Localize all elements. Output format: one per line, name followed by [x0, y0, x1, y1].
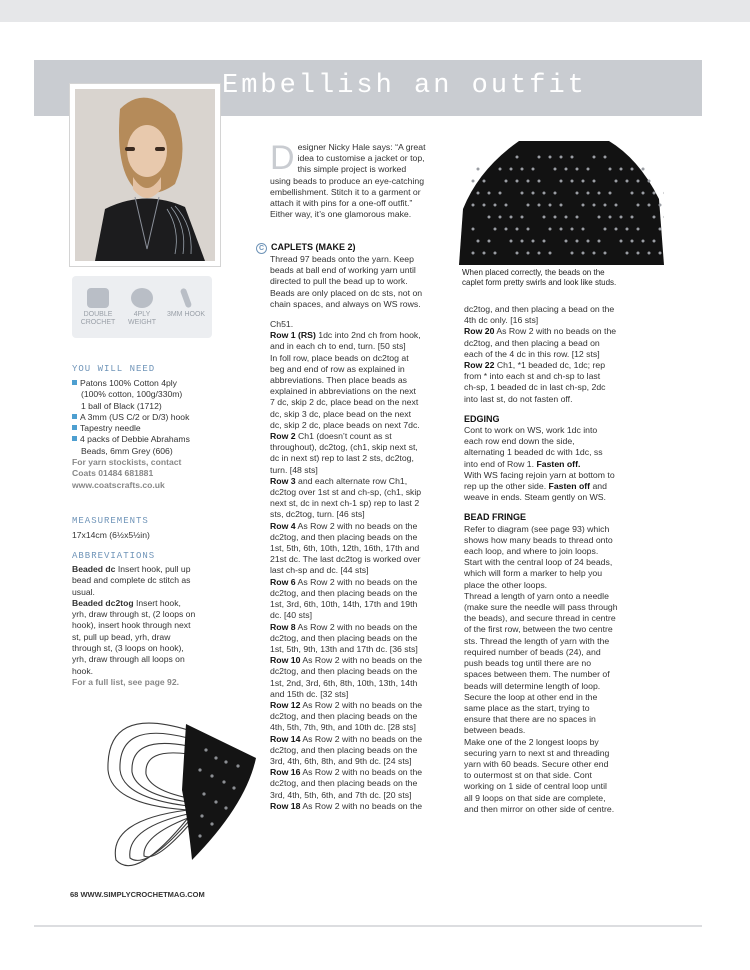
bead-dot — [527, 180, 530, 183]
bead-dot — [576, 240, 579, 243]
bead-dot — [549, 204, 552, 207]
bead-dot — [510, 240, 513, 243]
bead-dot — [483, 180, 486, 183]
bead-dot — [620, 216, 623, 219]
bead-dot — [499, 216, 502, 219]
bead-dot — [576, 216, 579, 219]
model-photo — [70, 84, 220, 266]
bead-dot — [642, 192, 645, 195]
page-number: 68 — [70, 890, 79, 899]
bead-dot — [549, 156, 552, 159]
bead-dot — [560, 180, 563, 183]
bead-dot — [483, 252, 486, 255]
abbreviations-list: Beaded dc Insert hook, pull up bead and complete dc stitch as usual. Beaded dc2tog Insert hook, yrh, draw through st, (2 loops on hook), insert hook through next st, pull up bead, yrh, draw through st, (3 loops on hook), yrh, draw through all loops on hook. For a full list, see page 92. — [72, 564, 240, 688]
full-list-link: For a full list, see page 92. — [72, 676, 179, 687]
bead-dot — [499, 168, 502, 171]
bead-dot — [483, 204, 486, 207]
bead-dot — [582, 180, 585, 183]
bead-dot — [582, 204, 585, 207]
bead-dot — [554, 192, 557, 195]
measurements-value: 17x14cm (6½x5½in) — [72, 530, 150, 540]
bead-dot — [488, 240, 491, 243]
bead-dot — [648, 204, 651, 207]
bead-dot — [582, 252, 585, 255]
bead-dot — [543, 240, 546, 243]
bead-dot — [499, 192, 502, 195]
swatch-caption: When placed correctly, the beads on the caplet form pretty swirls and look like studs. — [462, 268, 617, 287]
bead-dot — [598, 216, 601, 219]
bead-dot — [626, 180, 629, 183]
bead-dot — [521, 168, 524, 171]
bead-dot — [472, 252, 475, 255]
bead-dot — [494, 228, 497, 231]
bead-dot — [609, 216, 612, 219]
bead-dot — [648, 252, 651, 255]
bead-dot — [571, 252, 574, 255]
bead-dot — [477, 168, 480, 171]
bead-dot — [554, 216, 557, 219]
bullet-icon — [72, 380, 77, 385]
bead-dot — [626, 252, 629, 255]
bead-dot — [543, 216, 546, 219]
bead-dot — [472, 180, 475, 183]
skill-double-crochet: DOUBLE CROCHET — [76, 288, 120, 327]
you-will-need-heading: YOU WILL NEED — [72, 364, 156, 374]
model-photo-image — [75, 89, 215, 261]
bead-dot — [477, 240, 480, 243]
website-link[interactable]: WWW.SIMPLYCROCHETMAG.COM — [80, 890, 205, 899]
bead-dot — [494, 252, 497, 255]
bead-dot — [587, 192, 590, 195]
bead-dot — [609, 192, 612, 195]
column-three: dc2tog, and then placing a bead on the 4th dc only. [16 sts] Row 20 As Row 2 with no beads on the dc2tog, and then placing a bead on each of the 4 dc in this row. [12 sts] Row 22 Ch1, *1 beaded dc, 1dc; rep from * into each st and ch-sp to last ch-sp, 1 beaded dc in last ch-sp, 2dc into last st, do not fasten off. EDGING Cont to work on WS, work 1dc into each row end down the side, alternating 1 beaded dc with 1dc, ss into end of Row 1. Fasten off. With WS facing rejoin yarn at bottom to rep up the other side. Fasten off and weave in ends. Steam gently on WS. BEAD FRINGE Refer to diagram (see page 93) which shows how many beads to thread onto each loop, and where to join loops. Start with the central loop of 24 beads, which will form a marker to help you place the other loops. Thread a length of yarn onto a needle (make sure the needle will pass through the beads), and secure thread in centre of the first row, between the two centre sts. Thread the length of yarn with the required number of beads (24), and push beads tog until there are no spaces between them. The number of beads will determine length of loop. Secure the loop at other end in the same place as the start, trying to ensure that there are no spaces in between beads. Make one of the 2 longest loops by securing yarn to next st and threading yarn with 60 beads. Secure other end to outermost st on that side. Cont working on 1 side of central loop until all 9 loops on that side are complete, and then mirror on other side of centre. — [464, 304, 704, 815]
bead-dot — [565, 216, 568, 219]
bead-dot — [615, 228, 618, 231]
hook-icon — [180, 288, 192, 309]
bead-dot — [631, 192, 634, 195]
bead-dot — [659, 252, 662, 255]
bead-dot — [604, 156, 607, 159]
bead-dot — [565, 240, 568, 243]
bead-dot — [587, 240, 590, 243]
bead-dot — [631, 168, 634, 171]
bead-dot — [571, 156, 574, 159]
bead-dot — [521, 192, 524, 195]
bead-dot — [527, 228, 530, 231]
bead-dot — [593, 180, 596, 183]
bead-dot — [620, 240, 623, 243]
bead-dot — [637, 180, 640, 183]
bead-dot — [565, 168, 568, 171]
bead-dot — [582, 228, 585, 231]
bead-dot — [516, 228, 519, 231]
bead-dot — [516, 156, 519, 159]
page-footer — [70, 890, 205, 899]
bead-dot — [549, 252, 552, 255]
bead-dot — [653, 216, 656, 219]
bead-dot — [576, 168, 579, 171]
bead-dot — [527, 252, 530, 255]
bead-fringe-heading: BEAD FRINGE — [464, 512, 527, 523]
bead-dot — [631, 240, 634, 243]
bead-dot — [587, 168, 590, 171]
crochet-symbol-icon: C — [256, 243, 267, 254]
bead-dot — [648, 180, 651, 183]
weight-icon — [131, 288, 153, 308]
intro-text: D esigner Nicky Hale says: “A great idea to customise a jacket or top, this simple project is worked using beads to produce an eye-catching embellishment. Stitch it to a garment or attach it with pins for a one-off outfit.” Either way, it’s one glamorous make. — [270, 139, 426, 220]
you-will-need-list: Patons 100% Cotton 4ply (100% cotton, 100g/330m) 1 ball of Black (1712) A 3mm (US C/2 or D/3) hook Tapestry needle 4 packs of Debbie Abrahams Beads, 6mm Grey (606) For yarn stockists, contact Coats 01484 681881 www.coatscrafts.co.uk — [72, 378, 240, 491]
bead-dot — [615, 180, 618, 183]
bead-dot — [510, 168, 513, 171]
bead-dot — [554, 168, 557, 171]
bead-dot — [576, 192, 579, 195]
measurements-heading: MEASUREMENTS — [72, 516, 149, 526]
dropcap-d: D — [270, 139, 295, 177]
bead-dot — [598, 192, 601, 195]
bead-dot — [571, 228, 574, 231]
caplet-fringe-image — [96, 710, 264, 880]
page-top-edge — [0, 0, 750, 22]
bead-dot — [626, 228, 629, 231]
skill-3mm-hook: 3MM HOOK — [164, 288, 208, 319]
edging-heading: EDGING — [464, 413, 500, 424]
beaded-swatch-photo — [459, 139, 664, 265]
bead-dot — [631, 216, 634, 219]
bead-dot — [527, 204, 530, 207]
bead-dot — [637, 252, 640, 255]
caplets-section: C CAPLETS (MAKE 2) Thread 97 beads onto the yarn. Keep beads at ball end of working yarn until directed to pull the bead up to work. Beads are only placed on dc sts, not on chain spaces, and always on WS rows. Ch51. Row 1 (RS) 1dc into 2nd ch from hook, and in each ch to end, turn. [50 sts] In foll row, place beads on dc2tog at beg and end of row as explained in abbreviations. Then place beads as explained in abbreviations on the next 7 dc, skip 2 dc, place bead on the next dc, skip 3 dc, place bead on the next dc, skip 2 dc, place beads on next 7dc. Row 2 Ch1 (doesn’t count as st throughout), dc2tog, (ch1, skip next st, dc in next st) rep to last 2 sts, dc2tog, turn. [48 sts] Row 3 and each alternate row Ch1, dc2tog over 1st st and ch-sp, (ch1, skip next st, dc in next ch-1 sp) rep to last 2 sts, dc2tog, turn. [46 sts] Row 4 As Row 2 with no beads on the dc2tog, and then placing beads on the 1st, 5th, 6th, 10th, 12th, 16th, 17th and 21st dc. The last dc2tog is worked over last ch-sp and dc. [44 sts] Row 6 As Row 2 with no beads on the dc2tog, and then placing beads on the 1st, 3rd, 6th, 10th, 14th, 17th and 19th dc. [40 sts] Row 8 As Row 2 with no beads on the dc2tog, and then placing beads on the 1st, 5th, 9th, 13th and 17th dc. [36 sts] Row 10 As Row 2 with no beads on the dc2tog, and then placing beads on the 1st, 2nd, 3rd, 6th, 8th, 10th, 13th, 14th and 15th dc. [32 sts] Row 12 As Row 2 with no beads on the dc2tog, and then placing beads on the 4th, 5th, 7th, 9th, and 10th dc. [28 sts] Row 14 As Row 2 with no beads on the dc2tog, and then placing beads on the 3rd, 4th, 6th, 8th, and 9th dc. [24 sts] Row 16 As Row 2 with no beads on the dc2tog, and then placing beads on the 3rd, 4th, 5th, 6th, and 7th dc. [20 sts] Row 18 As Row 2 with no beads on the — [270, 242, 452, 812]
bead-dot — [532, 240, 535, 243]
bead-dot — [653, 192, 656, 195]
bead-dot — [549, 228, 552, 231]
bead-dot — [637, 228, 640, 231]
bead-dot — [615, 204, 618, 207]
bead-dot — [538, 204, 541, 207]
bead-dot — [510, 216, 513, 219]
coats-link: www.coatscrafts.co.uk — [72, 479, 165, 490]
bead-dot — [642, 168, 645, 171]
bead-dot — [571, 180, 574, 183]
bead-dot — [488, 192, 491, 195]
bead-dot — [593, 156, 596, 159]
bead-dot — [521, 216, 524, 219]
bead-dot — [505, 180, 508, 183]
bead-dot — [516, 252, 519, 255]
bead-dot — [604, 228, 607, 231]
bead-dot — [505, 228, 508, 231]
bead-dot — [538, 180, 541, 183]
bead-dot — [472, 228, 475, 231]
bullet-icon — [72, 436, 77, 441]
bullet-icon — [72, 425, 77, 430]
bead-dot — [642, 240, 645, 243]
bead-dot — [472, 204, 475, 207]
bead-dot — [494, 204, 497, 207]
bead-dot — [604, 204, 607, 207]
skill-4ply-weight: 4PLY WEIGHT — [120, 288, 164, 327]
bullet-icon — [72, 414, 77, 419]
bead-dot — [593, 252, 596, 255]
bead-dot — [477, 192, 480, 195]
bead-dot — [560, 204, 563, 207]
bead-dot — [560, 228, 563, 231]
bead-dot — [532, 192, 535, 195]
bead-dot — [604, 252, 607, 255]
bead-dot — [637, 204, 640, 207]
bead-dot — [593, 204, 596, 207]
bead-dot — [653, 240, 656, 243]
bead-dot — [659, 228, 662, 231]
bead-dot — [538, 252, 541, 255]
bead-dot — [521, 240, 524, 243]
bead-dot — [543, 192, 546, 195]
page-title: Embellish an outfit — [222, 71, 587, 101]
abbreviations-heading: ABBREVIATIONS — [72, 551, 156, 561]
bead-dot — [659, 204, 662, 207]
bead-dot — [538, 156, 541, 159]
bead-dot — [505, 204, 508, 207]
bead-dot — [516, 180, 519, 183]
bead-dot — [609, 168, 612, 171]
bead-dot — [488, 216, 491, 219]
bead-dot — [560, 156, 563, 159]
bottom-rule — [34, 925, 702, 927]
yarn-ball-icon — [87, 288, 109, 308]
bead-dot — [532, 168, 535, 171]
bead-dot — [598, 240, 601, 243]
bead-dot — [620, 168, 623, 171]
